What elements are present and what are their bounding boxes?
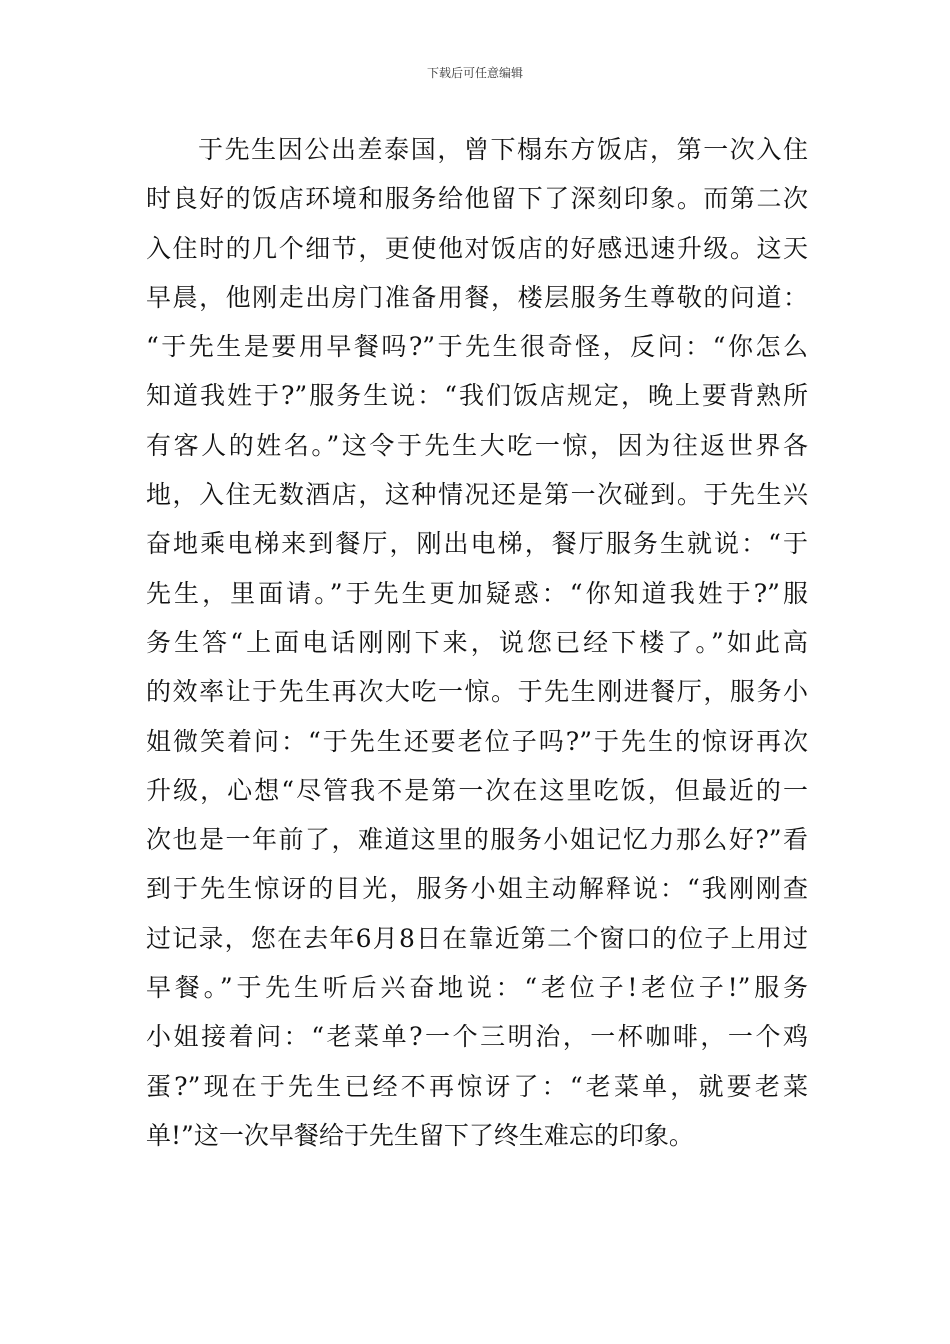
page-header: 下载后可任意编辑 (426, 66, 523, 80)
paragraph-line: 有客人的姓名。”这令于先生大吃一惊，因为往返世界各 (146, 430, 808, 460)
paragraph-line: 入住时的几个细节，更使他对饭店的好感迅速升级。这天 (146, 233, 808, 263)
paragraph-line: 过记录，您在去年6月8日在靠近第二个窗口的位子上用过 (146, 923, 808, 953)
paragraph-line: 姐微笑着问：“于先生还要老位子吗?”于先生的惊讶再次 (146, 726, 808, 756)
body-paragraph (146, 125, 808, 1160)
paragraph-line: “于先生是要用早餐吗?”于先生很奇怪，反问：“你怎么 (146, 332, 808, 362)
paragraph-line: 小姐接着问：“老菜单?一个三明治，一杯咖啡，一个鸡 (146, 1022, 808, 1052)
paragraph-line: 升级，心想“尽管我不是第一次在这里吃饭，但最近的一 (146, 775, 808, 805)
paragraph-line: 早晨，他刚走出房门准备用餐，楼层服务生尊敬的问道： (146, 282, 808, 312)
paragraph-line: 次也是一年前了，难道这里的服务小姐记忆力那么好?”看 (146, 825, 808, 855)
paragraph-line: 的效率让于先生再次大吃一惊。于先生刚进餐厅，服务小 (146, 677, 808, 707)
paragraph-line: 时良好的饭店环境和服务给他留下了深刻印象。而第二次 (146, 184, 808, 214)
paragraph-line: 于先生因公出差泰国，曾下榻东方饭店，第一次入住 (198, 135, 808, 164)
paragraph-line: 务生答“上面电话刚刚下来，说您已经下楼了。”如此高 (146, 627, 808, 657)
paragraph-line: 蛋?”现在于先生已经不再惊讶了：“老菜单，就要老菜 (146, 1071, 808, 1101)
paragraph-line: 早餐。”于先生听后兴奋地说：“老位子!老位子!”服务 (146, 973, 808, 1003)
paragraph-line: 奋地乘电梯来到餐厅，刚出电梯，餐厅服务生就说：“于 (146, 529, 808, 559)
paragraph-line: 地，入住无数酒店，这种情况还是第一次碰到。于先生兴 (146, 480, 808, 510)
paragraph-line: 先生，里面请。”于先生更加疑惑：“你知道我姓于?”服 (146, 578, 808, 608)
paragraph-line: 到于先生惊讶的目光，服务小姐主动解释说：“我刚刚查 (146, 874, 808, 904)
paragraph-line: 知道我姓于?”服务生说：“我们饭店规定，晚上要背熟所 (146, 381, 808, 411)
paragraph-line: 单!”这一次早餐给于先生留下了终生难忘的印象。 (146, 1120, 694, 1150)
